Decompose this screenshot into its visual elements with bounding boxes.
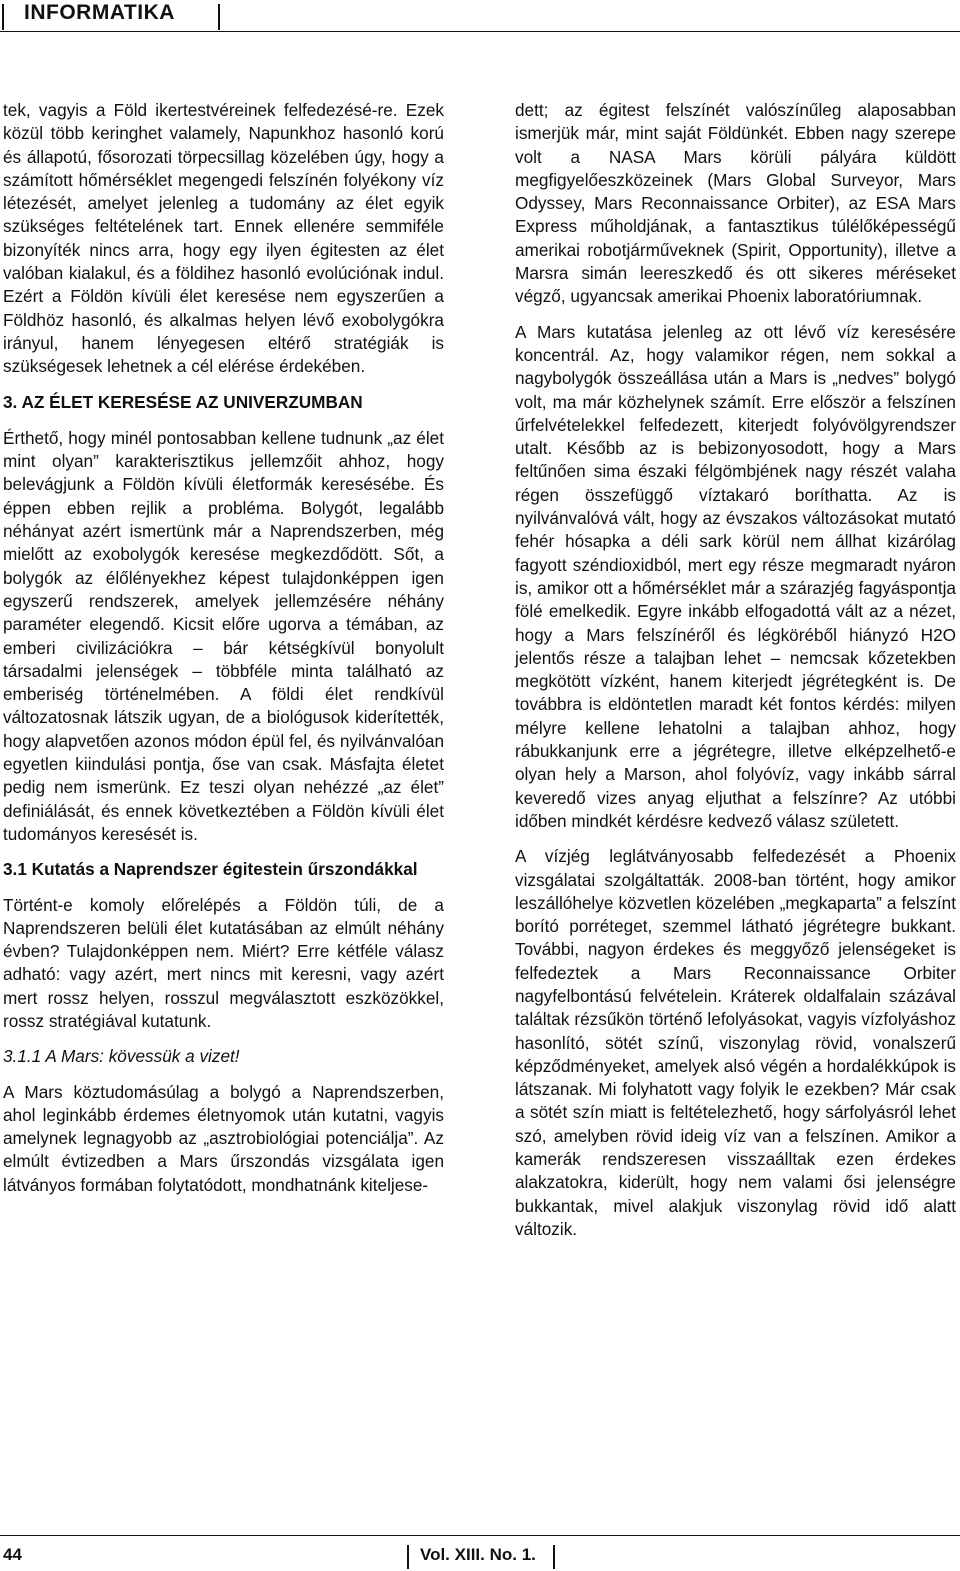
- footer-divider-right: [553, 1545, 555, 1569]
- subsection-heading: 3.1 Kutatás a Naprendszer égitestein űrszondákkal: [3, 859, 418, 880]
- section-heading: 3. AZ ÉLET KERESÉSE AZ UNIVERZUMBAN: [3, 391, 363, 412]
- header-divider-left: [2, 4, 4, 30]
- paragraph: tek, vagyis a Föld ikertestvéreinek felfedezésé-re. Ezek közül több keringhet valamely, Napunkhoz hasonló korú és állapotú, fősorozati törpecsillag közelében úgy, hogy a számított hőmérséklet megengedi felszínén folyékony víz létezését, amelyet jelenleg a tudomány az élet egyik szükséges feltételének tart. Ennek ellenére semmiféle bizonyíték nincs arra, hogy egy ilyen égitesten az élet valóban kialakul, és a földihez hasonló evolúciónak indul. Ezért a Földön kívüli élet keresése nem egyszerűen a Földhöz hasonló, és alkalmas helyen lévő exobolygókra irányul, hanem lényegesen eltérő stratégiák is szükségesek lehetnek a cél elérése érdekében.: [3, 100, 444, 377]
- footer-rule: [0, 1535, 960, 1536]
- footer-divider-left: [407, 1545, 409, 1569]
- journal-section-title: INFORMATIKA: [24, 1, 175, 24]
- paragraph: dett; az égitest felszínét valószínűleg alaposabban ismerjük már, mint saját Földünkét. Ebben nagy szerepe volt a NASA Mars körüli pályára küldött megfigyelőeszközeinek (Mars Global Surveyor, Mars Odyssey, Mars Reconnaissance Orbiter), az ESA Mars Express műholdjának, a fantasztikus túlélőképességű amerikai robotjárműveknek (Spirit, Opportunity), illetve a Marsra simán leereszkedő és ott sikeres méréseket végző, ugyancsak amerikai Phoenix laboratóriumnak.: [515, 100, 956, 307]
- left-column: [3, 99, 444, 1209]
- paragraph: Érthető, hogy minél pontosabban kellene tudnunk „az élet mint olyan” karakterisztikus jellemzőit ahhoz, hogy belevágjunk a Földön kívüli életformák keresésébe. És éppen ebben rejlik a probléma. Bolygót, legalább néhányat azért ismertünk már a Naprendszerben, még mielőtt az exobolygók keresése megkezdődött. Sőt, a bolygók az élőlényekhez képest tulajdonképpen igen egyszerű rendszerek, amelyek jellemzésére néhány paraméter elegendő. Kicsit előre ugorva a témában, az emberi civilizációkra – bár kétségkívül bonyolult társadalmi jelenségek – többféle minta található az emberiség történelmében. A földi élet rendkívül változatosnak látszik ugyan, de a biológusok kiderítették, hogy alapvetően azonos módon épül fel, és nyilvánvalóan egyetlen kiindulási pontja, őse van csak. Másfajta életet pedig nem ismerünk. Ez teszi olyan nehézzé „az élet” definiálását, és ennek következtében a Földön kívüli élet tudományos keresését is.: [3, 427, 444, 844]
- paragraph: A vízjég leglátványosabb felfedezését a Phoenix vizsgálatai szolgáltatták. 2008-ban történt, hogy amikor leszállóhelye közvetlen közelében „megkaparta” a felszínt borító porréteget, szemmel látható jégrétegre bukkant. További, nagyon érdekes és meggyőző jelenségeket is felfedeztek a Mars Reconnaissance Orbiter nagyfelbontású felvételein. Kráterek oldalfalain százával találtak rézsűkön történő lefolyásokat, vagyis vízfolyáshoz hasonlító, sötét színű, viszonylag rövid, vonalszerű képződményeket, amelyek alsó végén a hordalékkúpok is látszanak. Mi folyhatott vagy folyik le ezekben? Már csak a sötét szín miatt is feltételezhető, hogy sárfolyásról lehet szó, amelyben rövid ideig víz van a felszínen. Amikor a kamerák rendszeresen visszaálltak ezen érdekes alakzatokra, kiderült, hogy nem valami ősi jelenségre bukkantak, mivel alakjuk viszonylag rövid idő alatt változik.: [515, 846, 956, 1239]
- running-footer: [0, 1535, 960, 1571]
- page-number: 44: [3, 1545, 22, 1564]
- right-column: [515, 99, 956, 1253]
- header-divider-right: [218, 4, 220, 30]
- paragraph: Történt-e komoly előrelépés a Földön túli, de a Naprendszeren belüli élet kutatásában az elmúlt néhány évben? Tulajdonképpen nem. Miért? Erre kétféle válasz adható: vagy azért, mert nincs mit keresni, vagy azért mert rossz helyen, rosszul megválasztott eszközökkel, rossz stratégiával kutatunk.: [3, 894, 444, 1031]
- volume-info: Vol. XIII. No. 1.: [420, 1545, 536, 1564]
- paragraph: A Mars kutatása jelenleg az ott lévő víz keresésére koncentrál. Az, hogy valamikor régen, nem sokkal a nagybolygók összeállása után a Mars is „nedves” bolygó volt, ma már közhelynek számít. Erre először a felszínen űrfelvételekkel felfedezett, kiterjedt folyóvölgyrendszer utalt. Később az is bebizonyosodott, hogy a Mars feltűnően sima északi félgömbjének nagy részét valaha régen összefüggő víztakaró boríthatta. Az is nyilvánvalóvá vált, hogy az évszakos változásokat mutató fehér hósapka a déli sark körül nem állhat kizárólag fagyott széndioxidból, mert egy része megmaradt nyáron is, amikor ott a hőmérséklet már a szárazjég fagyáspontja fölé emelkedik. Egyre inkább elfogadottá vált az a nézet, hogy a Mars felszínéről és légköréből hiányzó H2O jelentős része a talajban lehet – nemcsak kőzetekben megkötött vízként, hanem kiterjedt jégrétegként is. De továbbra is eldöntetlen maradt két fontos kérdés: milyen mélyre kellene lehatolni a talajban ahhoz, hogy rábukkanjunk erre a jégrétegre, illetve elképzelhető-e olyan hely a Marson, ahol folyóvíz, vagy inkább sárral keveredő vizes anyag eljuthat a felszínre? Az utóbbi időben mindkét kérdésre kedvező válasz született.: [515, 321, 956, 831]
- paragraph: A Mars köztudomásúlag a bolygó a Naprendszerben, ahol leginkább érdemes életnyomok után kutatni, vagyis amelynek legnagyobb az „asztrobiológiai potenciálja”. Az elmúlt évtizedben a Mars űrszondás vizsgálata igen látványos formában folytatódott, mondhatnánk kiteljese-: [3, 1081, 444, 1195]
- header-rule: [0, 31, 960, 32]
- subsubsection-heading: 3.1.1 A Mars: kövessük a vizet!: [3, 1046, 240, 1067]
- running-header: [0, 0, 960, 30]
